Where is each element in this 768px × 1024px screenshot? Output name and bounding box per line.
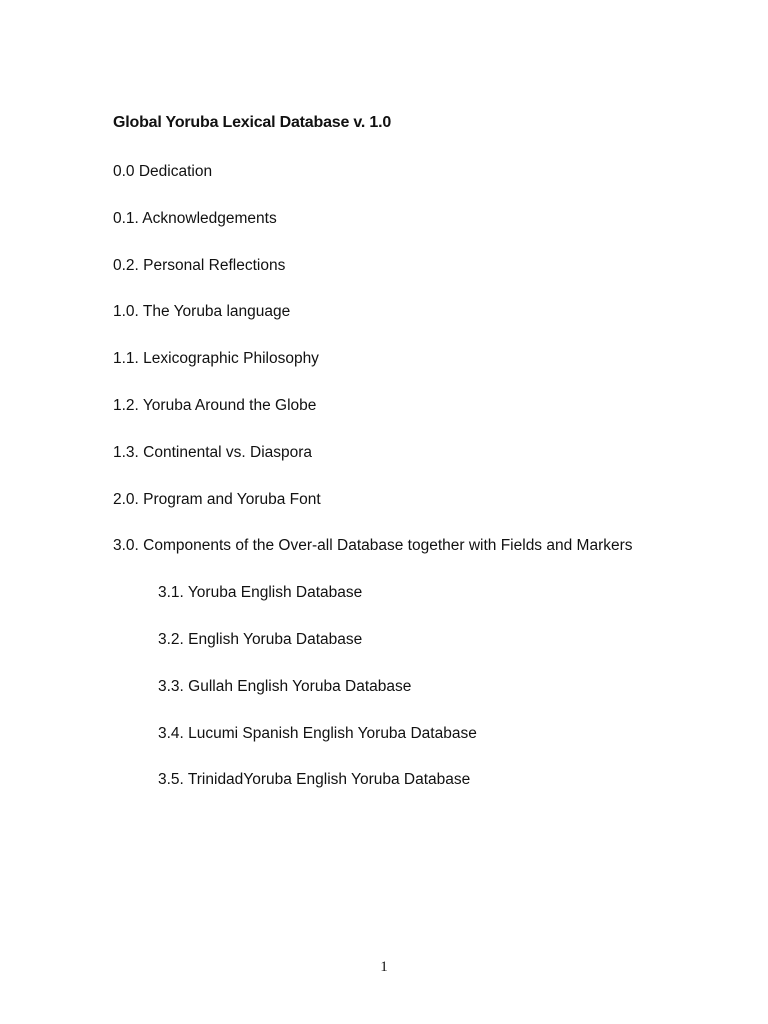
toc-item: 3.0. Components of the Over-all Database together with Fields and Markers	[113, 537, 633, 554]
toc-item: 0.2. Personal Reflections	[113, 257, 286, 274]
toc-subitem: 3.5. TrinidadYoruba English Yoruba Database	[158, 771, 471, 788]
document-title: Global Yoruba Lexical Database v. 1.0	[113, 114, 392, 131]
toc-item: 0.1. Acknowledgements	[113, 210, 277, 227]
toc-item: 1.1. Lexicographic Philosophy	[113, 350, 319, 367]
toc-subitem: 3.4. Lucumi Spanish English Yoruba Database	[158, 725, 477, 742]
toc-subitem: 3.3. Gullah English Yoruba Database	[158, 678, 412, 695]
toc-item: 1.3. Continental vs. Diaspora	[113, 444, 313, 461]
toc-subitem: 3.1. Yoruba English Database	[158, 584, 363, 601]
toc-item: 0.0 Dedication	[113, 163, 213, 180]
toc-item: 2.0. Program and Yoruba Font	[113, 491, 321, 508]
toc-subitem: 3.2. English Yoruba Database	[158, 631, 363, 648]
toc-item: 1.2. Yoruba Around the Globe	[113, 397, 317, 414]
toc-item: 1.0. The Yoruba language	[113, 303, 291, 320]
page-number: 1	[380, 959, 388, 975]
